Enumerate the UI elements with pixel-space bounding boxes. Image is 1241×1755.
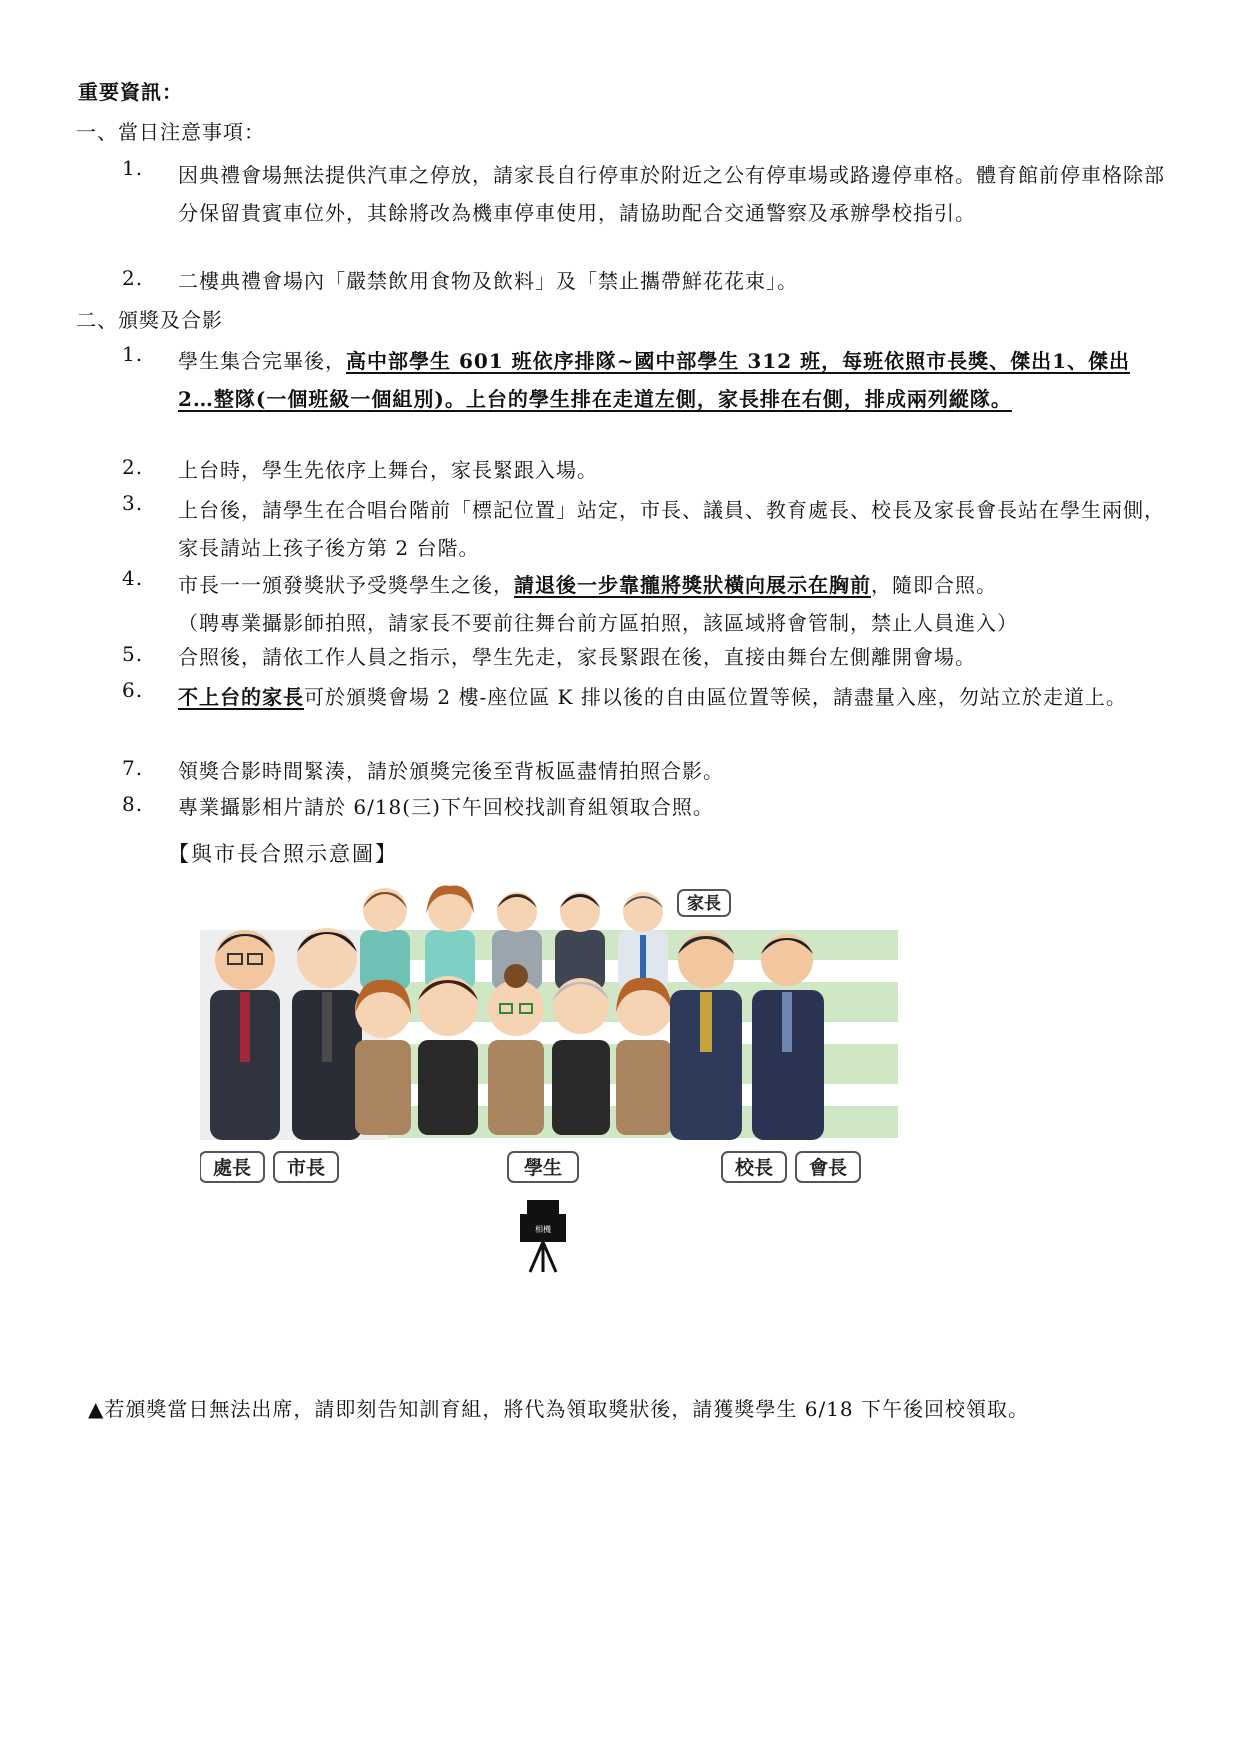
- label-parents-text: 家長: [687, 894, 721, 914]
- label-chairman-text: 會長: [808, 1157, 848, 1179]
- s1-item-2-num: 2.: [122, 266, 144, 290]
- s2-item-7: [122, 756, 1172, 786]
- s2-item-8: [122, 792, 1172, 822]
- s2-item-1-pre: 學生集合完畢後，: [178, 349, 346, 373]
- student-figure: [355, 980, 411, 1135]
- s1-item-1-num: 1.: [122, 156, 144, 180]
- mayor-figure: [292, 928, 362, 1140]
- label-mayor: [274, 1152, 338, 1182]
- label-parents: [678, 890, 730, 916]
- s2-item-4-post: ，隨即合照。: [871, 573, 997, 597]
- label-chairman: [796, 1152, 860, 1182]
- label-principal: [722, 1152, 786, 1182]
- s2-item-2-num: 2.: [122, 455, 144, 479]
- label-students-text: 學生: [523, 1157, 563, 1179]
- student-figure: [488, 964, 544, 1135]
- s1-item-1: [122, 156, 1172, 232]
- label-director-text: 處長: [212, 1157, 252, 1179]
- s2-item-2-text: 上台時，學生先依序上舞台，家長緊跟入場。: [178, 458, 598, 482]
- s1-item-2: [122, 266, 1172, 296]
- s2-item-4: [122, 566, 1172, 642]
- section2-heading: 二、頒獎及合影: [76, 308, 223, 332]
- photo-arrangement-diagram: [200, 880, 900, 1280]
- s2-item-1: [122, 342, 1172, 418]
- camera-icon: [520, 1200, 566, 1272]
- s2-item-1-bold: 高中部學生 601 班依序排隊~國中部學生 312 班，每班依照市長獎、傑出1、傑出 2…整隊(一個班級一個組別)。上台的學生排在走道左側，家長排在右側，排成兩列縱隊。: [178, 349, 1131, 411]
- parent-figure: [425, 886, 475, 990]
- s2-item-7-text: 領獎合影時間緊湊，請於頒獎完後至背板區盡情拍照合影。: [178, 759, 724, 783]
- s2-item-5-num: 5.: [122, 642, 144, 666]
- label-students: [508, 1152, 578, 1182]
- page-title: 重要資訊：: [78, 80, 183, 104]
- student-figure: [616, 978, 672, 1135]
- s1-item-2-text: 二樓典禮會場內「嚴禁飲用食物及飲料」及「禁止攜帶鮮花花束」。: [178, 269, 798, 293]
- s2-item-6-num: 6.: [122, 678, 144, 702]
- s2-item-6: [122, 678, 1172, 716]
- section1-heading: 一、當日注意事項：: [76, 120, 265, 144]
- parent-figure: [618, 892, 668, 990]
- student-figure: [552, 978, 610, 1135]
- s2-item-4-num: 4.: [122, 566, 144, 590]
- camera-label-text: 相機: [535, 1225, 551, 1234]
- students-row: [355, 964, 672, 1135]
- parent-figure: [555, 892, 605, 990]
- figure-caption: 【與市長合照示意圖】: [168, 842, 398, 866]
- footer-note: ▲若頒獎當日無法出席，請即刻告知訓育組，將代為領取獎狀後，請獲獎學生 6/18 下午後回校領取。: [88, 1397, 1030, 1421]
- s2-item-5-text: 合照後，請依工作人員之指示，學生先走，家長緊跟在後，直接由舞台左側離開會場。: [178, 645, 976, 669]
- s2-item-3-text: 上台後，請學生在合唱台階前「標記位置」站定，市長、議員、教育處長、校長及家長會長站在學生兩側，家長請站上孩子後方第 2 台階。: [178, 498, 1165, 560]
- label-mayor-text: 市長: [286, 1157, 326, 1179]
- s2-item-4-note: （聘專業攝影師拍照，請家長不要前往舞台前方區拍照，該區域將會管制，禁止人員進入）: [178, 611, 1018, 635]
- label-principal-text: 校長: [734, 1157, 774, 1179]
- parent-figure: [360, 888, 410, 990]
- s2-item-5: [122, 642, 1172, 672]
- s2-item-6-bold: 不上台的家長: [178, 685, 304, 709]
- s2-item-7-num: 7.: [122, 756, 144, 780]
- s2-item-3-num: 3.: [122, 491, 144, 515]
- s1-item-1-text: 因典禮會場無法提供汽車之停放，請家長自行停車於附近之公有停車場或路邊停車格。體育館前停車格除部分保留貴賓車位外，其餘將改為機車停車使用，請協助配合交通警察及承辦學校指引。: [178, 163, 1165, 225]
- s2-item-4-pre: 市長一一頒發獎狀予受獎學生之後，: [178, 573, 514, 597]
- s2-item-8-text: 專業攝影相片請於 6/18(三)下午回校找訓育組領取合照。: [178, 795, 714, 819]
- s2-item-4-bold: 請退後一步靠攏將獎狀橫向展示在胸前: [514, 573, 871, 597]
- s2-item-3: [122, 491, 1172, 567]
- principal-figure: [670, 932, 742, 1140]
- s2-item-6-post: 可於頒獎會場 2 樓-座位區 K 排以後的自由區位置等候，請盡量入座，勿站立於走道上。: [304, 685, 1127, 709]
- s2-item-2: [122, 455, 1172, 485]
- s2-item-8-num: 8.: [122, 792, 144, 816]
- label-director: [200, 1152, 264, 1182]
- director-figure: [210, 930, 280, 1140]
- s2-item-1-num: 1.: [122, 342, 144, 366]
- student-figure: [418, 976, 478, 1135]
